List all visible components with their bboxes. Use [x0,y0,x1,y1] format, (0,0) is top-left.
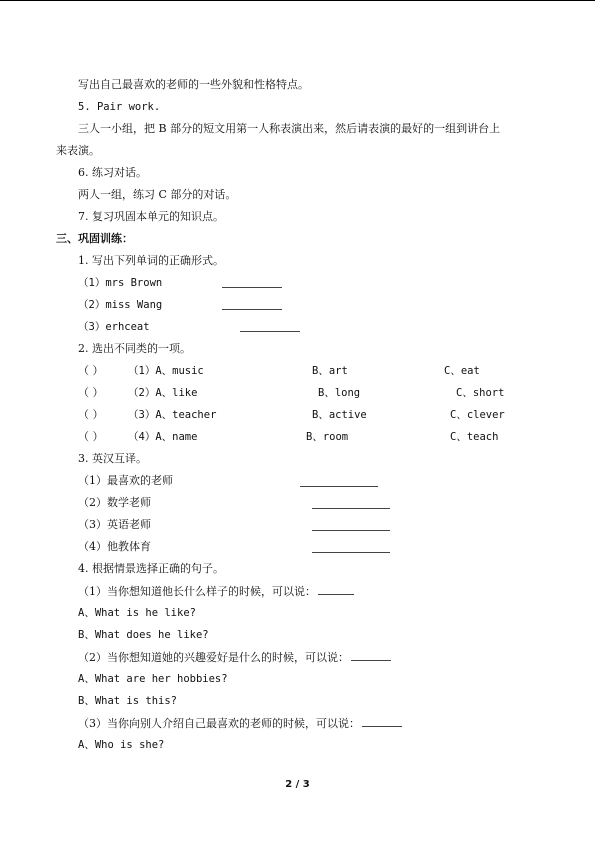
choice: A、What are her hobbies? [78,673,228,685]
question-text: （2）当你想知道她的兴趣爱好是什么的时候，可以说： [78,651,349,664]
question-title: 3. 英汉互译。 [78,452,147,465]
answer-blank[interactable] [222,287,282,288]
answer-blank[interactable] [222,309,282,310]
question-item [78,716,402,731]
option-c: C、clever [450,409,505,421]
text-line: 写出自己最喜欢的老师的一些外貌和性格特点。 [78,78,309,91]
option-b: B、room [306,431,349,443]
answer-blank[interactable] [351,650,391,661]
answer-blank[interactable] [312,530,390,531]
text-line: 两人一组，练习 C 部分的对话。 [78,188,237,201]
text-line: 5. Pair work. [78,101,161,113]
choice: A、Who is she? [78,739,165,751]
answer-blank[interactable] [240,331,300,332]
choice: B、What is this? [78,695,178,707]
answer-blank[interactable] [312,508,390,509]
option-a: （3）A、teacher [128,409,217,421]
answer-bracket[interactable]: （ ） [78,430,104,443]
text-line: 来表演。 [56,144,100,157]
answer-blank[interactable] [362,716,402,727]
answer-blank[interactable] [318,584,354,595]
question-title: 1. 写出下列单词的正确形式。 [78,254,224,267]
option-c: C、short [456,387,505,399]
question-text: （1）当你想知道他长什么样子的时候，可以说： [78,585,316,598]
answer-bracket[interactable]: （ ） [78,408,104,421]
question-item: （1）mrs Brown [78,277,163,289]
answer-bracket[interactable]: （ ） [78,386,104,399]
question-title: 4. 根据情景选择正确的句子。 [78,562,224,575]
question-item [78,584,354,599]
question-text: （3）当你向别人介绍自己最喜欢的老师的时候，可以说： [78,717,360,730]
answer-blank[interactable] [312,552,390,553]
answer-bracket[interactable]: （ ） [78,364,104,377]
text-line: 7. 复习巩固本单元的知识点。 [78,210,224,223]
option-a: （4）A、name [128,431,198,443]
option-c: C、teach [450,431,499,443]
question-item: （2）miss Wang [78,299,163,311]
text-line: 三人一小组，把 B 部分的短文用第一人称表演出来，然后请表演的最好的一组到讲台上 [78,122,501,135]
answer-blank[interactable] [300,486,378,487]
choice: B、What does he like? [78,629,209,641]
question-item [78,650,391,665]
option-b: B、art [312,365,348,377]
option-b: B、long [318,387,361,399]
question-item: （3）erhceat [78,321,150,333]
option-c: C、eat [444,365,480,377]
question-item: （4）他教体育 [78,540,151,553]
question-item: （3）英语老师 [78,518,151,531]
option-b: B、active [312,409,367,421]
option-a: （1）A、music [128,365,204,377]
question-item: （1）最喜欢的老师 [78,474,173,487]
page-number: 2 / 3 [285,779,310,790]
choice: A、What is he like? [78,607,196,619]
text-line: 6. 练习对话。 [78,166,147,179]
section-title: 三、巩固训练： [56,232,133,245]
question-item: （2）数学老师 [78,496,151,509]
page-top-border [0,0,595,1]
question-title: 2. 选出不同类的一项。 [78,342,191,355]
option-a: （2）A、like [128,387,198,399]
